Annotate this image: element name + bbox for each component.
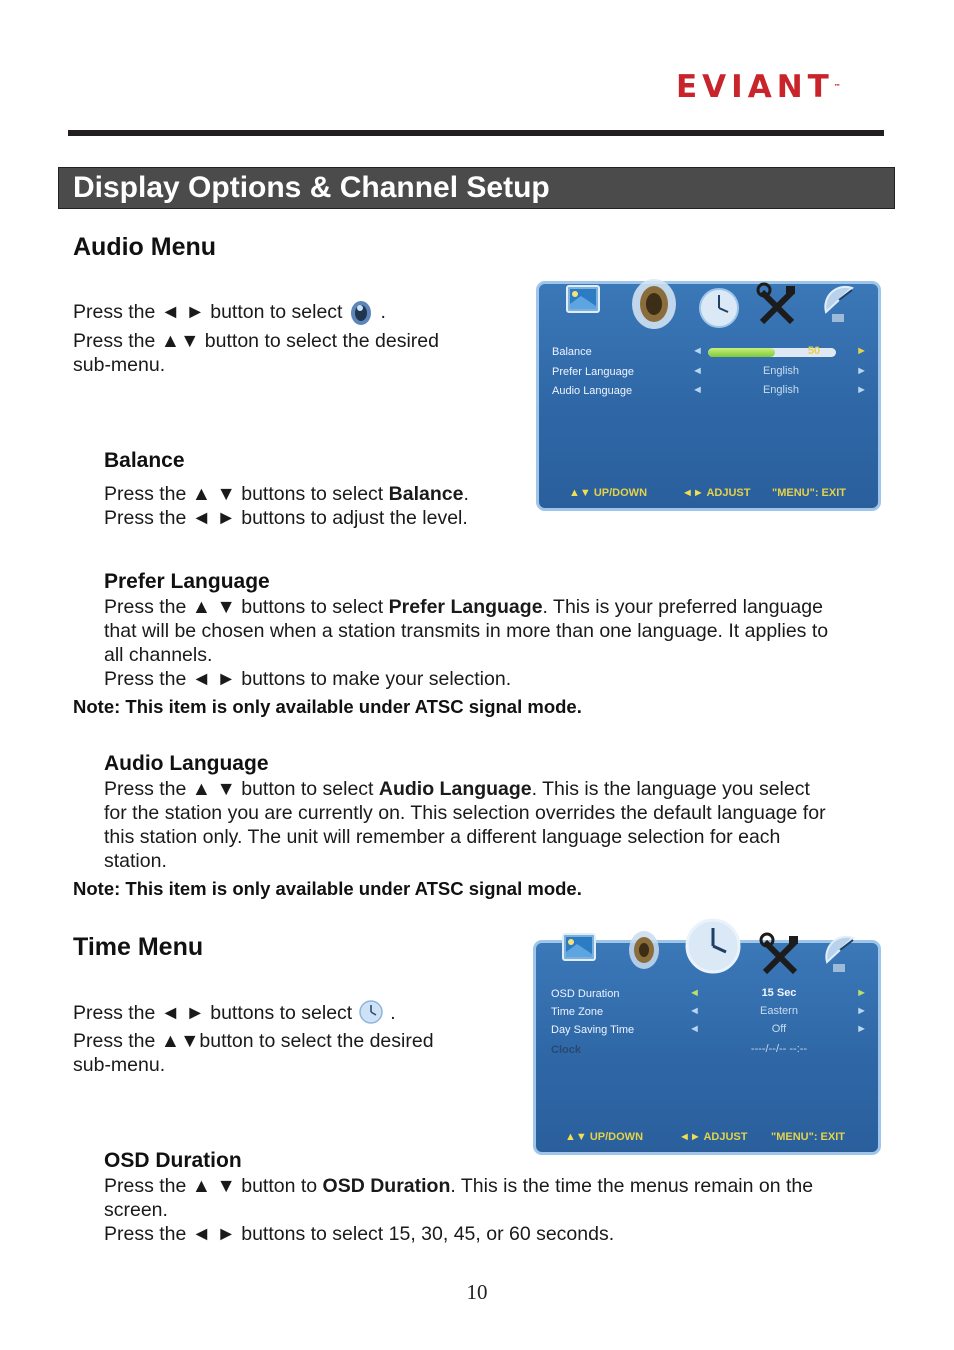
audio-menu-heading: Audio Menu — [73, 233, 217, 261]
osd-footer-exit: "MENU": EXIT — [772, 487, 846, 499]
osd-footer-updown: ▲▼ UP/DOWN — [565, 1131, 644, 1143]
clock-icon — [696, 280, 742, 332]
time-select-instruction: Press the ◄ ► buttons to select . — [73, 997, 396, 1027]
picture-icon — [557, 924, 603, 976]
prefer-language-heading: Prefer Language — [104, 570, 270, 593]
header-divider — [68, 130, 884, 136]
time-menu-osd — [533, 910, 881, 1155]
speaker-icon — [348, 296, 374, 326]
time-submenu-instruction: Press the ▲▼button to select the desired sub-menu. — [73, 1030, 434, 1076]
osd-footer-adjust: ◄► ADJUST — [679, 1131, 748, 1143]
satellite-dish-icon — [818, 278, 864, 330]
osd-duration-heading: OSD Duration — [104, 1149, 242, 1172]
prefer-language-text: Press the ▲ ▼ buttons to select Prefer Language. This is your preferred language that will be chosen when a station transmits in more than one language. It applies to all channels. Press the ◄ ► buttons to make your selection. — [104, 596, 829, 690]
osd-footer-adjust: ◄► ADJUST — [682, 487, 751, 499]
osd-row-clock: Clock ----/--/-- --:-- — [551, 1043, 808, 1056]
balance-text: Press the ▲ ▼ buttons to select Balance. Press the ◄ ► buttons to adjust the level. — [104, 483, 469, 529]
section-title-bar — [58, 167, 895, 209]
osd-row-audio-language: Audio Language ◄ English ► — [552, 384, 867, 397]
audio-select-instruction: Press the ◄ ► button to select . — [73, 296, 386, 326]
time-menu-heading: Time Menu — [73, 933, 204, 961]
osd-duration-text: Press the ▲ ▼ button to OSD Duration. This is the time the menus remain on the screen. Press the ◄ ► buttons to select 15, 30, 45, or 60 seconds. — [104, 1175, 814, 1245]
osd-footer-updown: ▲▼ UP/DOWN — [569, 487, 648, 499]
osd-row-time-zone: Time Zone ◄ Eastern ► — [551, 1005, 867, 1018]
clock-icon — [683, 912, 743, 976]
osd-row-day-saving-time: Day Saving Time ◄ Off ► — [551, 1023, 867, 1036]
prefer-language-note: Note: This item is only available under ATSC signal mode. — [73, 696, 582, 717]
osd-row-osd-duration: OSD Duration ◄ 15 Sec ► — [551, 987, 867, 1000]
audio-menu-osd — [536, 260, 881, 511]
speaker-icon — [621, 922, 667, 974]
balance-heading: Balance — [104, 449, 185, 472]
clock-icon — [358, 997, 384, 1027]
audio-language-note: Note: This item is only available under ATSC signal mode. — [73, 878, 582, 899]
audio-submenu-instruction: Press the ▲▼ button to select the desired sub-menu. — [73, 330, 439, 376]
osd-row-balance: Balance ◄ 50 ► — [552, 345, 867, 358]
page-number: 10 — [466, 1280, 488, 1304]
picture-icon — [561, 276, 607, 328]
tools-icon — [754, 278, 800, 330]
osd-footer-exit: "MENU": EXIT — [771, 1131, 845, 1143]
osd-row-prefer-language: Prefer Language ◄ English ► — [552, 365, 867, 378]
audio-language-heading: Audio Language — [104, 752, 269, 775]
page-title: Display Options & Channel Setup — [73, 171, 550, 204]
speaker-icon — [628, 270, 680, 330]
eviant-logo: EVIANT™ — [676, 69, 841, 105]
satellite-dish-icon — [819, 928, 865, 980]
audio-language-text: Press the ▲ ▼ button to select Audio Language. This is the language you select for the station you are currently on. This selection overrides the default language for this station only. The unit will remember a different language selection for each station. — [104, 778, 826, 872]
tools-icon — [757, 928, 803, 980]
